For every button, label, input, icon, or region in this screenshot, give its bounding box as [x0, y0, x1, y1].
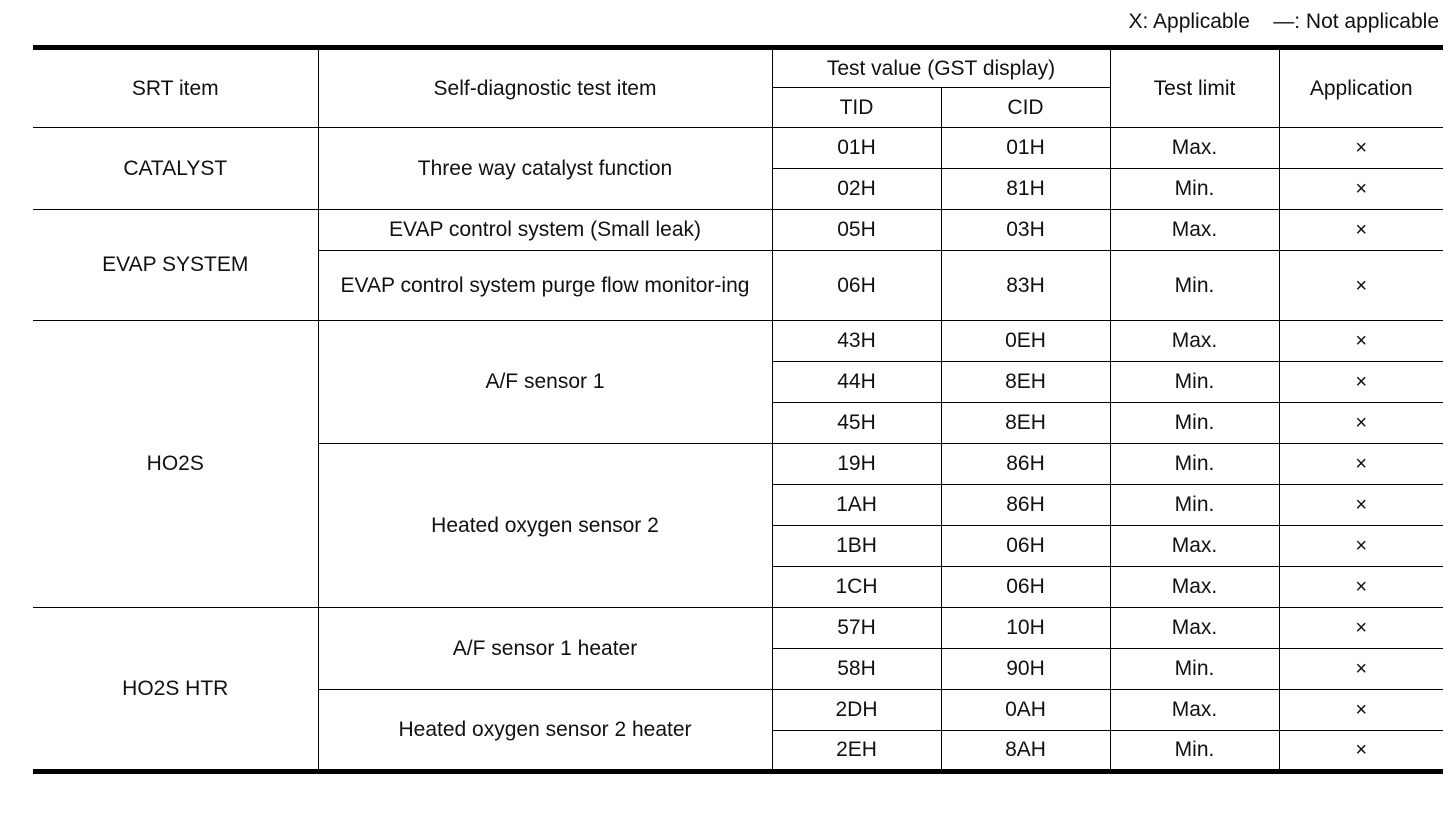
test-item-cell: A/F sensor 1 heater: [318, 608, 772, 690]
tid-cell: 45H: [772, 403, 941, 444]
srt-test-table: [33, 45, 1443, 774]
test-limit-cell: Max.: [1110, 128, 1279, 169]
cid-cell: 86H: [941, 485, 1110, 526]
test-limit-cell: Min.: [1110, 169, 1279, 210]
srt-item-cell: EVAP SYSTEM: [33, 210, 318, 321]
application-mark: ×: [1279, 608, 1443, 649]
application-mark: ×: [1279, 128, 1443, 169]
test-limit-cell: Min.: [1110, 485, 1279, 526]
header-tid: TID: [772, 88, 941, 128]
test-item-cell: Heated oxygen sensor 2 heater: [318, 690, 772, 772]
table-header: [33, 48, 1443, 128]
cid-cell: 8EH: [941, 362, 1110, 403]
tid-cell: 1CH: [772, 567, 941, 608]
cid-cell: 06H: [941, 567, 1110, 608]
test-item-cell: EVAP control system purge flow monitor-ing: [318, 251, 772, 321]
tid-cell: 57H: [772, 608, 941, 649]
cid-cell: 10H: [941, 608, 1110, 649]
tid-cell: 19H: [772, 444, 941, 485]
tid-cell: 1AH: [772, 485, 941, 526]
test-item-cell: Heated oxygen sensor 2: [318, 444, 772, 608]
cid-cell: 83H: [941, 251, 1110, 321]
application-mark: ×: [1279, 169, 1443, 210]
application-mark: ×: [1279, 567, 1443, 608]
cid-cell: 90H: [941, 649, 1110, 690]
cid-cell: 8EH: [941, 403, 1110, 444]
applicability-legend: X: Applicable —: Not applicable: [1128, 10, 1439, 33]
application-mark: ×: [1279, 731, 1443, 772]
application-mark: ×: [1279, 649, 1443, 690]
cid-cell: 06H: [941, 526, 1110, 567]
srt-item-cell: HO2S: [33, 321, 318, 608]
application-mark: ×: [1279, 526, 1443, 567]
tid-cell: 2EH: [772, 731, 941, 772]
table-row: [33, 608, 1443, 649]
cid-cell: 01H: [941, 128, 1110, 169]
application-mark: ×: [1279, 403, 1443, 444]
tid-cell: 02H: [772, 169, 941, 210]
cid-cell: 81H: [941, 169, 1110, 210]
tid-cell: 06H: [772, 251, 941, 321]
test-limit-cell: Min.: [1110, 731, 1279, 772]
tid-cell: 44H: [772, 362, 941, 403]
tid-cell: 01H: [772, 128, 941, 169]
header-cid: CID: [941, 88, 1110, 128]
test-limit-cell: Max.: [1110, 608, 1279, 649]
cid-cell: 0AH: [941, 690, 1110, 731]
test-limit-cell: Max.: [1110, 526, 1279, 567]
test-limit-cell: Min.: [1110, 251, 1279, 321]
test-limit-cell: Max.: [1110, 567, 1279, 608]
header-test-limit: Test limit: [1110, 48, 1279, 128]
application-mark: ×: [1279, 690, 1443, 731]
tid-cell: 2DH: [772, 690, 941, 731]
tid-cell: 58H: [772, 649, 941, 690]
application-mark: ×: [1279, 321, 1443, 362]
header-test-value: Test value (GST display): [772, 48, 1110, 88]
application-mark: ×: [1279, 444, 1443, 485]
header-srt-item: SRT item: [33, 48, 318, 128]
test-item-cell: EVAP control system (Small leak): [318, 210, 772, 251]
test-item-cell: Three way catalyst function: [318, 128, 772, 210]
cid-cell: 8AH: [941, 731, 1110, 772]
cid-cell: 03H: [941, 210, 1110, 251]
table-row: [33, 128, 1443, 169]
test-limit-cell: Max.: [1110, 690, 1279, 731]
application-mark: ×: [1279, 485, 1443, 526]
table-row: [33, 210, 1443, 251]
application-mark: ×: [1279, 362, 1443, 403]
srt-item-cell: CATALYST: [33, 128, 318, 210]
test-limit-cell: Max.: [1110, 210, 1279, 251]
tid-cell: 1BH: [772, 526, 941, 567]
table-body: [33, 128, 1443, 772]
test-item-cell: A/F sensor 1: [318, 321, 772, 444]
tid-cell: 05H: [772, 210, 941, 251]
test-limit-cell: Min.: [1110, 362, 1279, 403]
application-mark: ×: [1279, 251, 1443, 321]
srt-item-cell: HO2S HTR: [33, 608, 318, 772]
cid-cell: 86H: [941, 444, 1110, 485]
test-limit-cell: Min.: [1110, 403, 1279, 444]
table-row: [33, 321, 1443, 362]
tid-cell: 43H: [772, 321, 941, 362]
header-test-item: Self-diagnostic test item: [318, 48, 772, 128]
test-limit-cell: Max.: [1110, 321, 1279, 362]
application-mark: ×: [1279, 210, 1443, 251]
cid-cell: 0EH: [941, 321, 1110, 362]
test-limit-cell: Min.: [1110, 649, 1279, 690]
header-application: Application: [1279, 48, 1443, 128]
test-limit-cell: Min.: [1110, 444, 1279, 485]
